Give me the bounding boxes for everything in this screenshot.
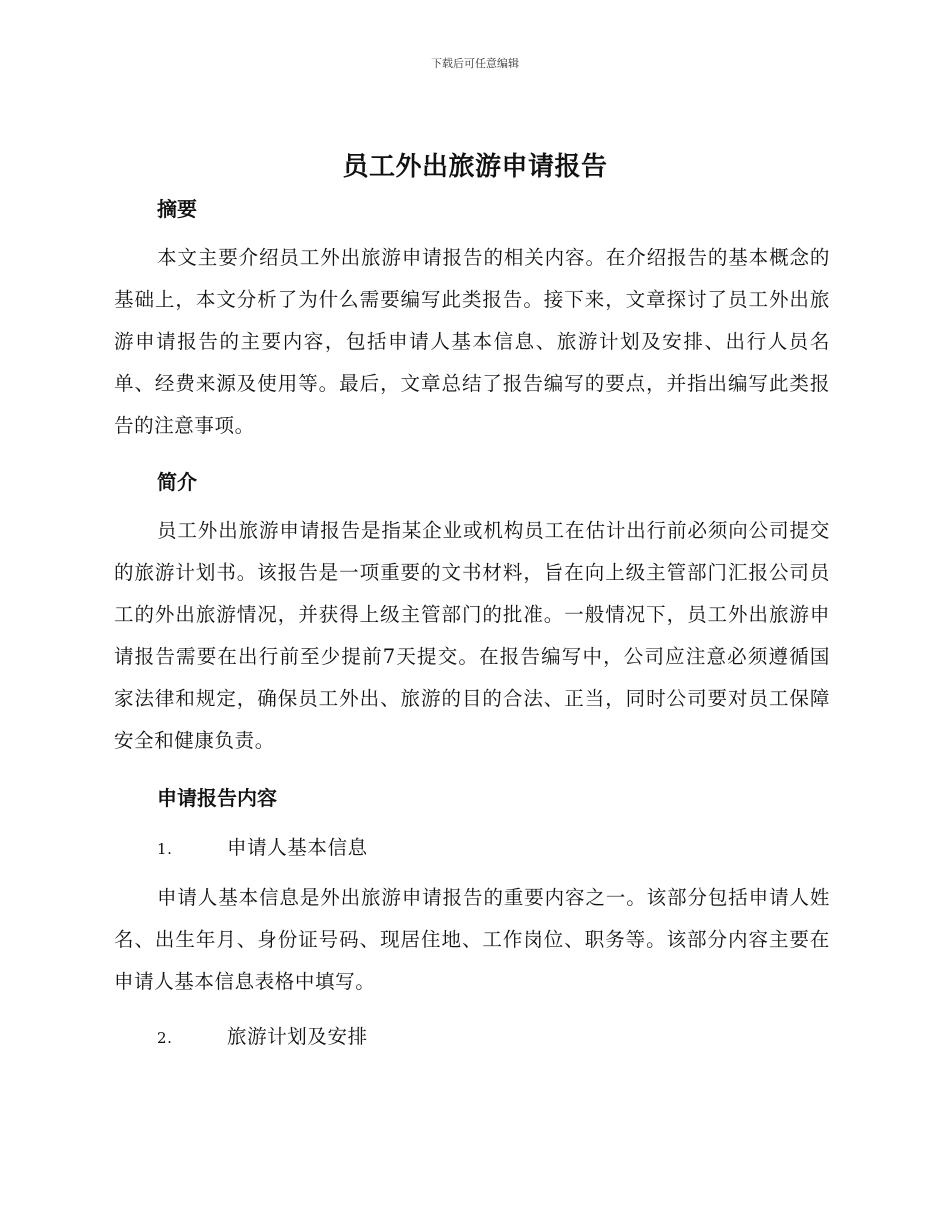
intro-paragraph: 员工外出旅游申请报告是指某企业或机构员工在估计出行前必须向公司提交的旅游计划书。该报告是一项重要的文书材料，旨在向上级主管部门汇报公司员工的外出旅游情况，并获得上级主管部门的批准。一般情况下，员工外出旅游申请报告需要在出行前至少提前7天提交。在报告编写中，公司应注意必须遵循国家法律和规定，确保员工外出、旅游的目的合法、正当，同时公司要对员工保障安全和健康负责。 [114, 519, 830, 752]
applicant-info-paragraph: 申请人基本信息是外出旅游申请报告的重要内容之一。该部分包括申请人姓名、出生年月、身份证号码、现居住地、工作岗位、职务等。该部分内容主要在申请人基本信息表格中填写。 [114, 886, 830, 993]
list-item-label: 旅游计划及安排 [227, 1025, 368, 1048]
list-item-1 [157, 832, 368, 860]
list-item-label: 申请人基本信息 [227, 836, 368, 859]
list-number: 1. [157, 840, 173, 858]
list-number: 2. [157, 1029, 173, 1047]
intro-heading: 简介 [157, 470, 197, 494]
abstract-heading: 摘要 [157, 197, 197, 221]
list-item-2 [157, 1021, 368, 1049]
abstract-paragraph: 本文主要介绍员工外出旅游申请报告的相关内容。在介绍报告的基本概念的基础上，本文分析了为什么需要编写此类报告。接下来，文章探讨了员工外出旅游申请报告的主要内容，包括申请人基本信息、旅游计划及安排、出行人员名单、经费来源及使用等。最后，文章总结了报告编写的要点，并指出编写此类报告的注意事项。 [114, 246, 830, 437]
content-heading: 申请报告内容 [157, 786, 277, 810]
document-title: 员工外出旅游申请报告 [342, 152, 608, 182]
header-note: 下载后可任意编辑 [431, 57, 519, 70]
